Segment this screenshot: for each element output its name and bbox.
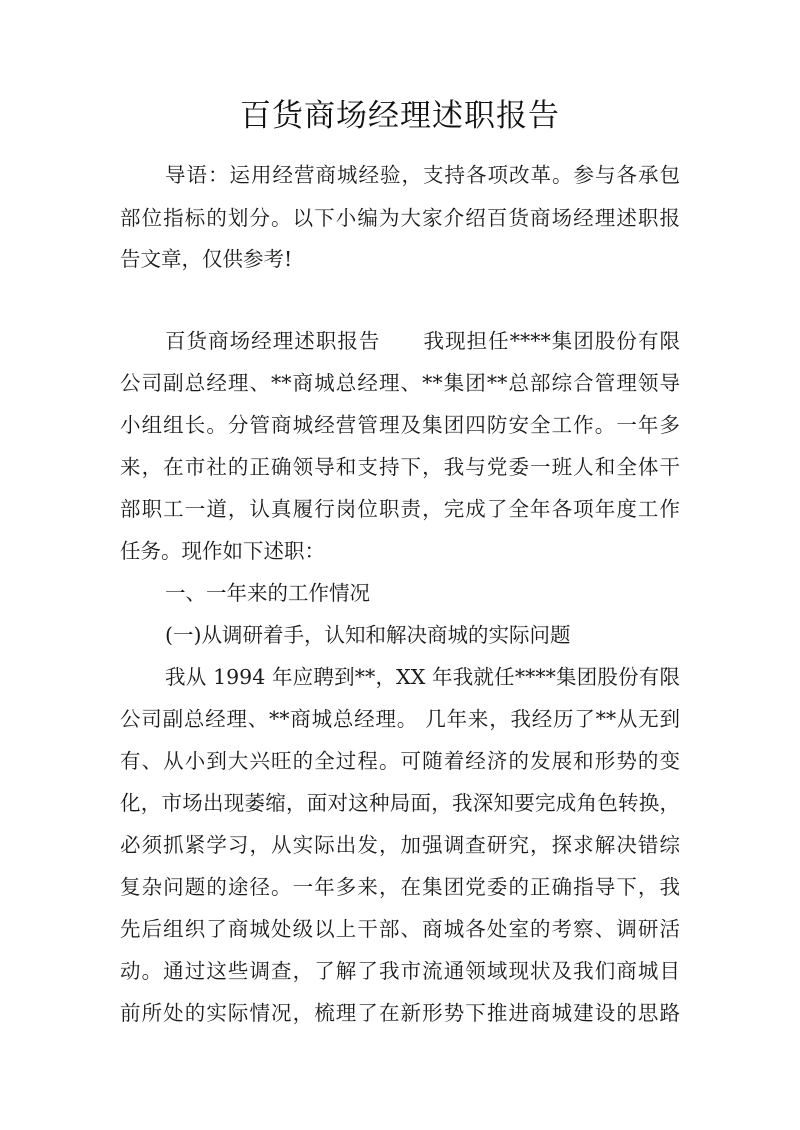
body-line: 小组组长。分管商城经营管理及集团四防安全工作。一年多	[120, 413, 680, 437]
body-line: 前所处的实际情况，梳理了在新形势下推进商城建设的思路	[120, 1001, 680, 1025]
body-line: 来，在市社的正确领导和支持下，我与党委一班人和全体干	[120, 455, 680, 479]
body-line: 必须抓紧学习，从实际出发，加强调查研究，探求解决错综	[120, 833, 680, 857]
body-line: 百货商场经理述职报告 我现担任****集团股份有限	[165, 329, 680, 353]
body-line: 公司副总经理、**商城总经理、**集团**总部综合管理领导	[120, 371, 680, 395]
section-heading: 一、一年来的工作情况	[165, 581, 370, 605]
body-line: 任务。现作如下述职：	[120, 539, 325, 563]
intro-line: 导语：运用经营商城经验，支持各项改革。参与各承包	[165, 163, 680, 187]
intro-line: 部位指标的划分。以下小编为大家介绍百货商场经理述职报	[120, 206, 680, 230]
intro-line: 告文章，仅供参考!	[120, 247, 293, 271]
body-line: 有、从小到大兴旺的全过程。可随着经济的发展和形势的变	[120, 749, 680, 773]
document-title: 百货商场经理述职报告	[240, 98, 560, 134]
body-line: 化，市场出现萎缩，面对这种局面，我深知要完成角色转换，	[120, 791, 680, 815]
body-line: 我从 1994 年应聘到**，XX 年我就任****集团股份有限	[165, 665, 680, 689]
body-line: 先后组织了商城处级以上干部、商城各处室的考察、调研活	[120, 917, 680, 941]
body-line: 部职工一道，认真履行岗位职责，完成了全年各项年度工作	[120, 497, 680, 521]
subsection-heading: (一)从调研着手，认知和解决商城的实际问题	[165, 623, 571, 647]
body-line: 公司副总经理、**商城总经理。 几年来，我经历了**从无到	[120, 707, 680, 731]
body-line: 复杂问题的途径。一年多来，在集团党委的正确指导下，我	[120, 875, 680, 899]
body-line: 动。通过这些调查，了解了我市流通领域现状及我们商城目	[120, 959, 680, 983]
